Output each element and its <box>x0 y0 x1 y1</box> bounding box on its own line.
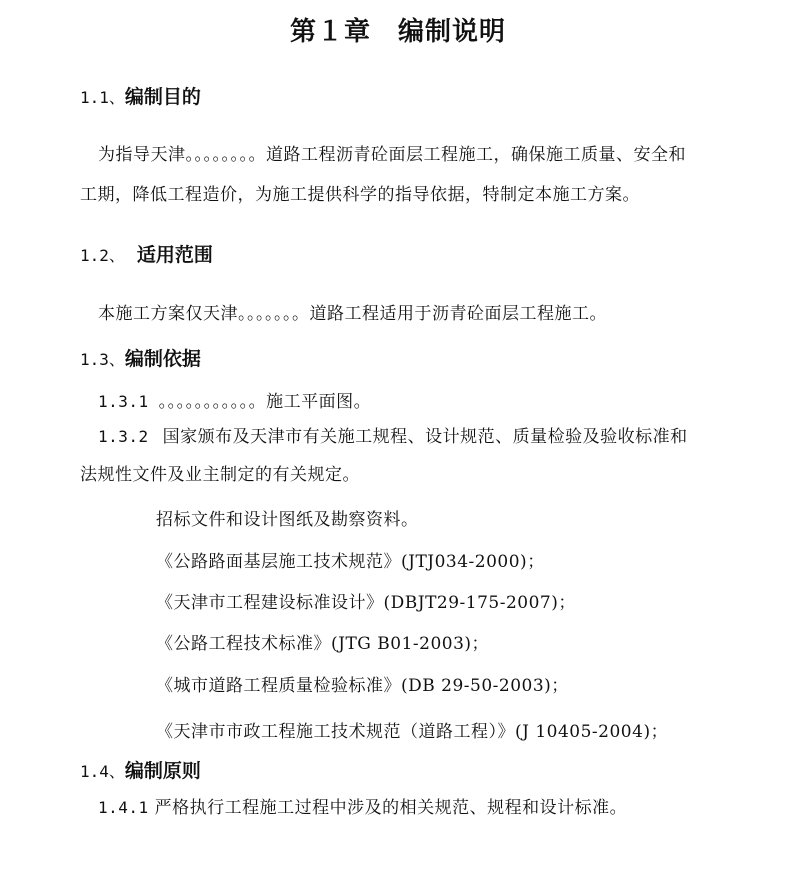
basis-item-2-line-1 <box>98 426 688 448</box>
reference-item: 《天津市市政工程施工技术规范（道路工程）》(J 10405-2004)； <box>156 722 669 742</box>
principle-item-1 <box>98 797 627 819</box>
item-text: 。。。。。。。。。。。施工平面图。 <box>158 392 372 412</box>
reference-item: 《天津市工程建设标准设计》(DBJT29-175-2007)； <box>156 593 576 613</box>
reference-item: 《公路工程技术标准》(JTG B01-2003)； <box>156 634 490 654</box>
section-title: 适用范围 <box>136 244 213 266</box>
section-number: 1.3、 <box>80 350 125 369</box>
item-number: 1.3.1 <box>98 392 149 411</box>
section-heading-1-1 <box>80 84 201 111</box>
section-number: 1.2、 <box>80 246 125 265</box>
section-number: 1.1、 <box>80 88 125 107</box>
purpose-paragraph-line-1: 为指导天津。。。。。。。。道路工程沥青砼面层工程施工，确保施工质量、安全和 <box>98 145 686 165</box>
section-title: 编制目的 <box>124 86 201 108</box>
chapter-title: 第１章 编制说明 <box>289 17 506 47</box>
section-heading-1-2 <box>80 242 213 269</box>
item-text: 国家颁布及天津市有关施工规程、设计规范、质量检验及验收标准和 <box>162 427 688 447</box>
section-title: 编制依据 <box>124 348 201 370</box>
section-title: 编制原则 <box>124 760 201 782</box>
section-number: 1.4、 <box>80 762 125 781</box>
scope-paragraph: 本施工方案仅天津。。。。。。。道路工程适用于沥青砼面层工程施工。 <box>98 304 607 324</box>
reference-item: 《公路路面基层施工技术规范》(JTJ034-2000)； <box>156 552 545 572</box>
basis-item-2-line-2: 法规性文件及业主制定的有关规定。 <box>80 465 360 485</box>
item-number: 1.3.2 <box>98 427 149 446</box>
section-heading-1-4 <box>80 758 201 785</box>
reference-item: 《城市道路工程质量检验标准》(DB 29-50-2003)； <box>156 676 569 696</box>
purpose-paragraph-line-2: 工期，降低工程造价，为施工提供科学的指导依据，特制定本施工方案。 <box>80 185 640 205</box>
item-number: 1.4.1 <box>98 798 149 817</box>
reference-item: 招标文件和设计图纸及勘察资料。 <box>156 510 419 530</box>
item-text: 严格执行工程施工过程中涉及的相关规范、规程和设计标准。 <box>154 798 628 818</box>
section-heading-1-3 <box>80 346 201 373</box>
basis-item-1 <box>98 391 371 413</box>
